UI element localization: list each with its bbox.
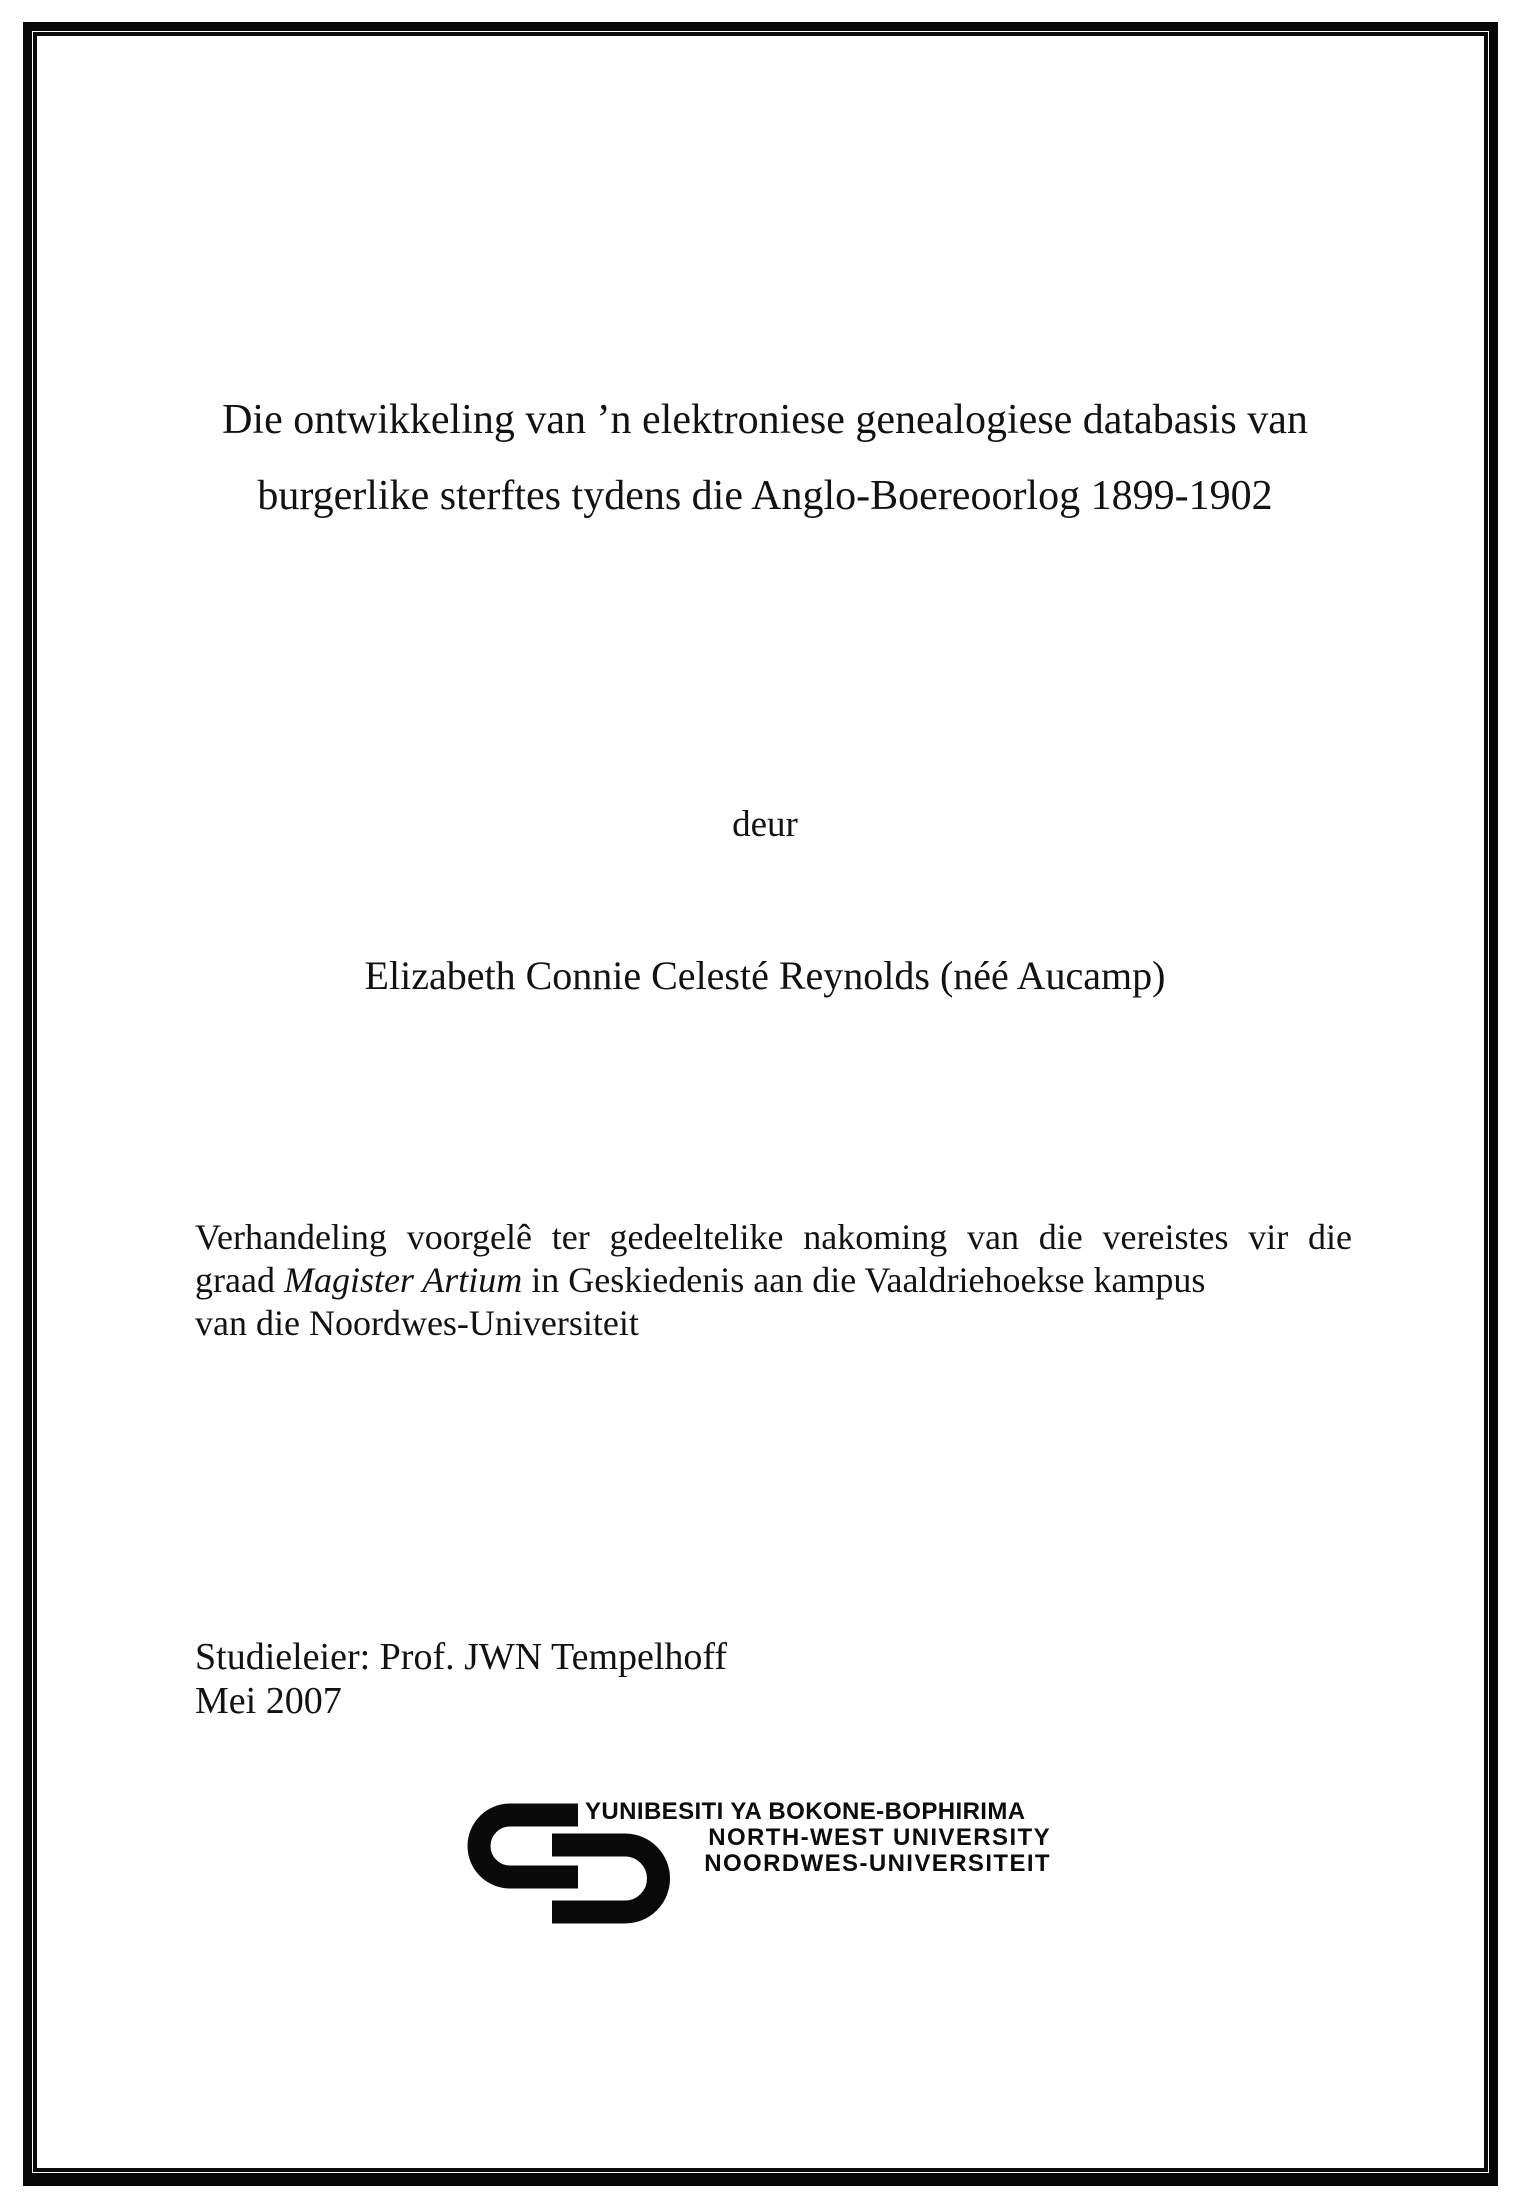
degree-statement-line2: [195, 1259, 1352, 1302]
thesis-title: [185, 382, 1345, 534]
degree-name-italic: Magister Artium: [283, 1260, 523, 1300]
supervisor-line: Studieleier: Prof. JWN Tempelhoff: [195, 1636, 728, 1678]
logo-text-line1: YUNIBESITI YA BOKONE-BOPHIRIMA: [585, 1798, 1026, 1825]
date-line: Mei 2007: [195, 1680, 342, 1722]
byline-deur: deur: [732, 804, 798, 845]
degree-statement-line1: Verhandeling voorgelê ter gedeeltelike nakoming van die vereistes vir die: [195, 1217, 1352, 1257]
supervisor-block: [195, 1635, 727, 1723]
degree-statement: [195, 1216, 1352, 1345]
degree-statement-line2-pre: graad: [195, 1260, 284, 1300]
logo-text-line3: NOORDWES-UNIVERSITEIT: [704, 1850, 1051, 1877]
logo-text-line2: NORTH-WEST UNIVERSITY: [708, 1824, 1051, 1851]
author-name: Elizabeth Connie Celesté Reynolds (néé Aucamp): [364, 953, 1166, 998]
university-logo-wordmark: [585, 1799, 1051, 1877]
thesis-title-line1: Die ontwikkeling van ’n elektroniese genealogiese databasis van: [222, 397, 1308, 443]
degree-statement-line3: van die Noordwes-Universiteit: [195, 1303, 639, 1343]
thesis-title-line2: burgerlike sterftes tydens die Anglo-Boereoorlog 1899-1902: [257, 473, 1273, 519]
degree-statement-line2-post: in Geskiedenis aan die Vaaldriehoekse kampus: [522, 1260, 1206, 1300]
